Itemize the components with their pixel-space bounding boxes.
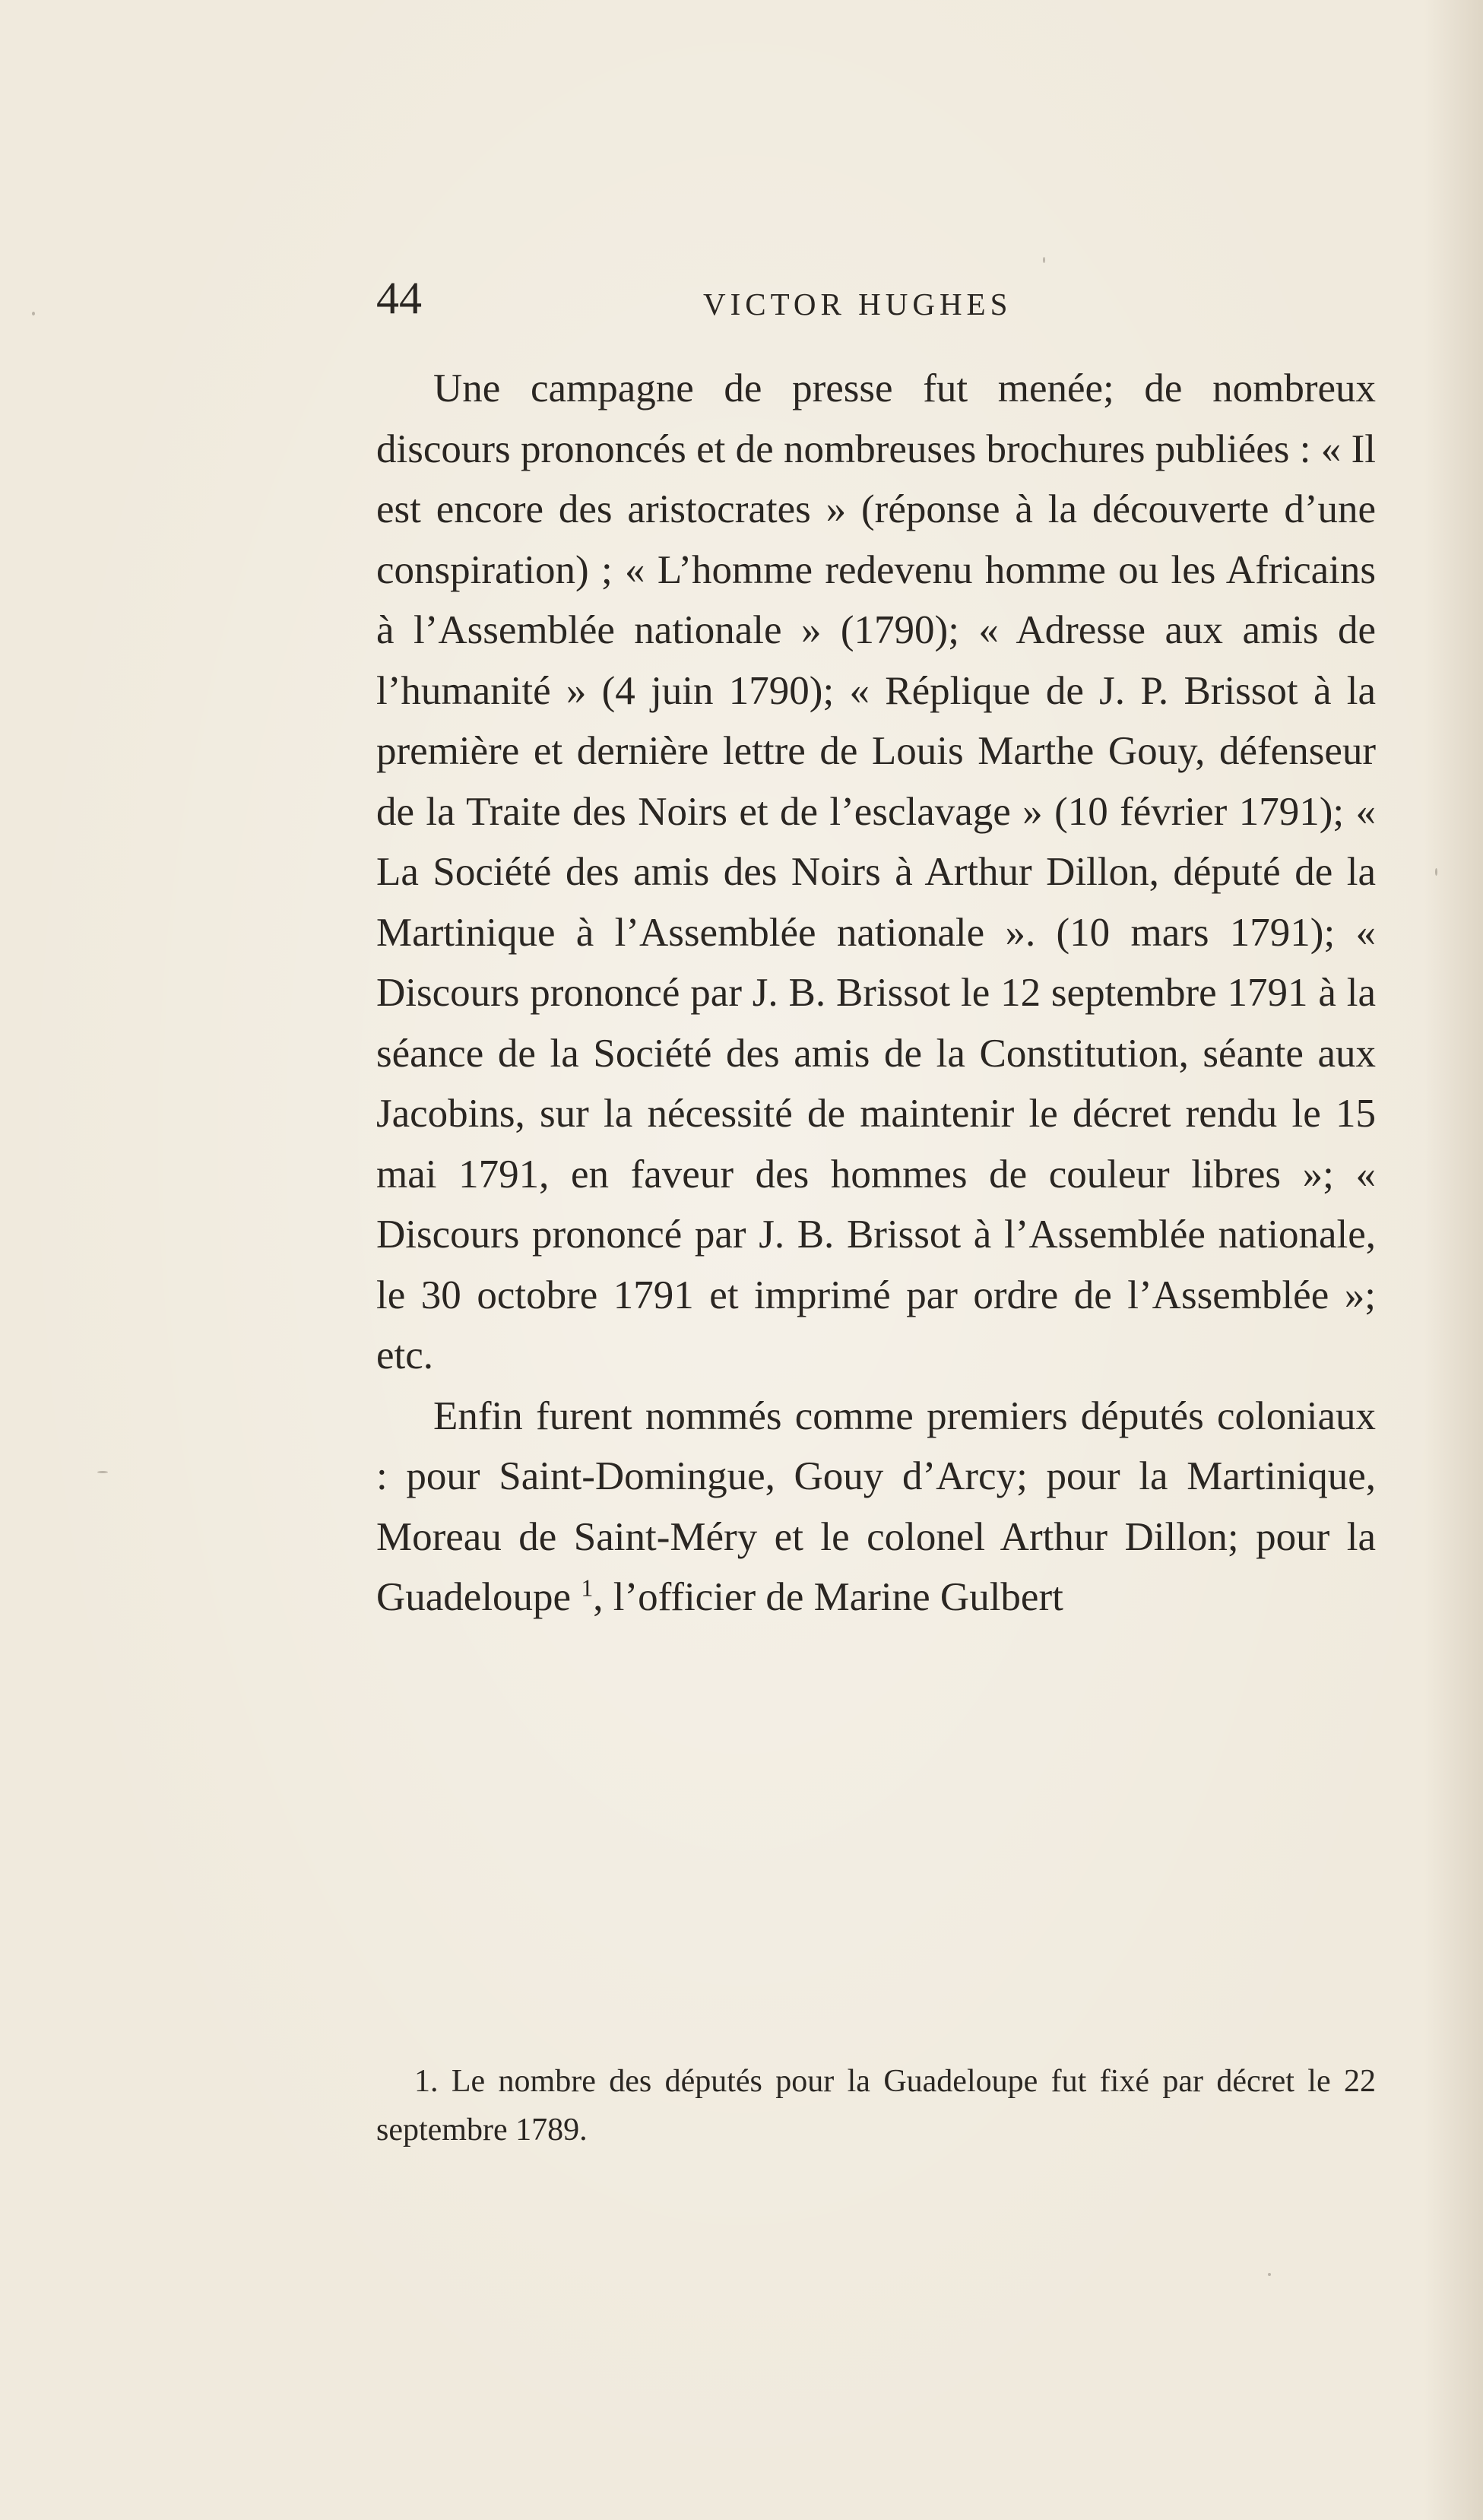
footnote-reference: 1 — [581, 1574, 594, 1602]
footnote-text: 1. Le nombre des députés pour la Guadeloupe fut fixé par décret le 22 septembre 1789. — [376, 2064, 1376, 2148]
running-title: VICTOR HUGHES — [703, 287, 1012, 322]
paper-speck — [97, 1471, 108, 1473]
paragraph — [376, 1387, 1376, 1628]
footnote — [376, 2057, 1376, 2154]
page-number: 44 — [376, 273, 422, 323]
paper-speck — [32, 312, 35, 315]
paper-speck — [1043, 257, 1045, 263]
paragraph-text: Enfin furent nommés comme premiers députés coloniaux : pour Saint-Domingue, Gouy d’Arcy; pour la Martinique, Moreau de Saint-Méry et le colonel Arthur Dillon; pour la Guadeloupe — [376, 1393, 1376, 1619]
paragraph-text: , l’officier de Marine Gulbert — [593, 1575, 1063, 1619]
paper-speck — [1268, 2273, 1271, 2276]
paragraph: Une campagne de presse fut menée; de nombreux discours prononcés et de nombreuses brochures publiées : « Il est encore des aristocrates » (réponse à la découverte d’une conspiration) ; « L’homme redevenu homme ou les Africains à l’Assemblée nationale » (1790); « Adresse aux amis de l’humanité » (4 juin 1790); « Réplique de J. P. Brissot à la première et dernière lettre de Louis Marthe Gouy, défenseur de la Traite des Noirs et de l’esclavage » (10 février 1791); « La Société des amis des Noirs à Arthur Dillon, député de la Martinique à l’Assemblée nationale ». (10 mars 1791); « Discours prononcé par J. B. Brissot le 12 septembre 1791 à la séance de la Société des amis de la Constitution, séante aux Jacobins, sur la nécessité de maintenir le décret rendu le 15 mai 1791, en faveur des hommes de couleur libres »; « Discours prononcé par J. B. Brissot à l’Assemblée nationale, le 30 octobre 1791 et imprimé par ordre de l’Assemblée »; etc. — [376, 366, 1376, 1377]
body-text — [376, 359, 1376, 1628]
paper-speck — [1435, 868, 1437, 876]
running-header — [376, 268, 1376, 328]
